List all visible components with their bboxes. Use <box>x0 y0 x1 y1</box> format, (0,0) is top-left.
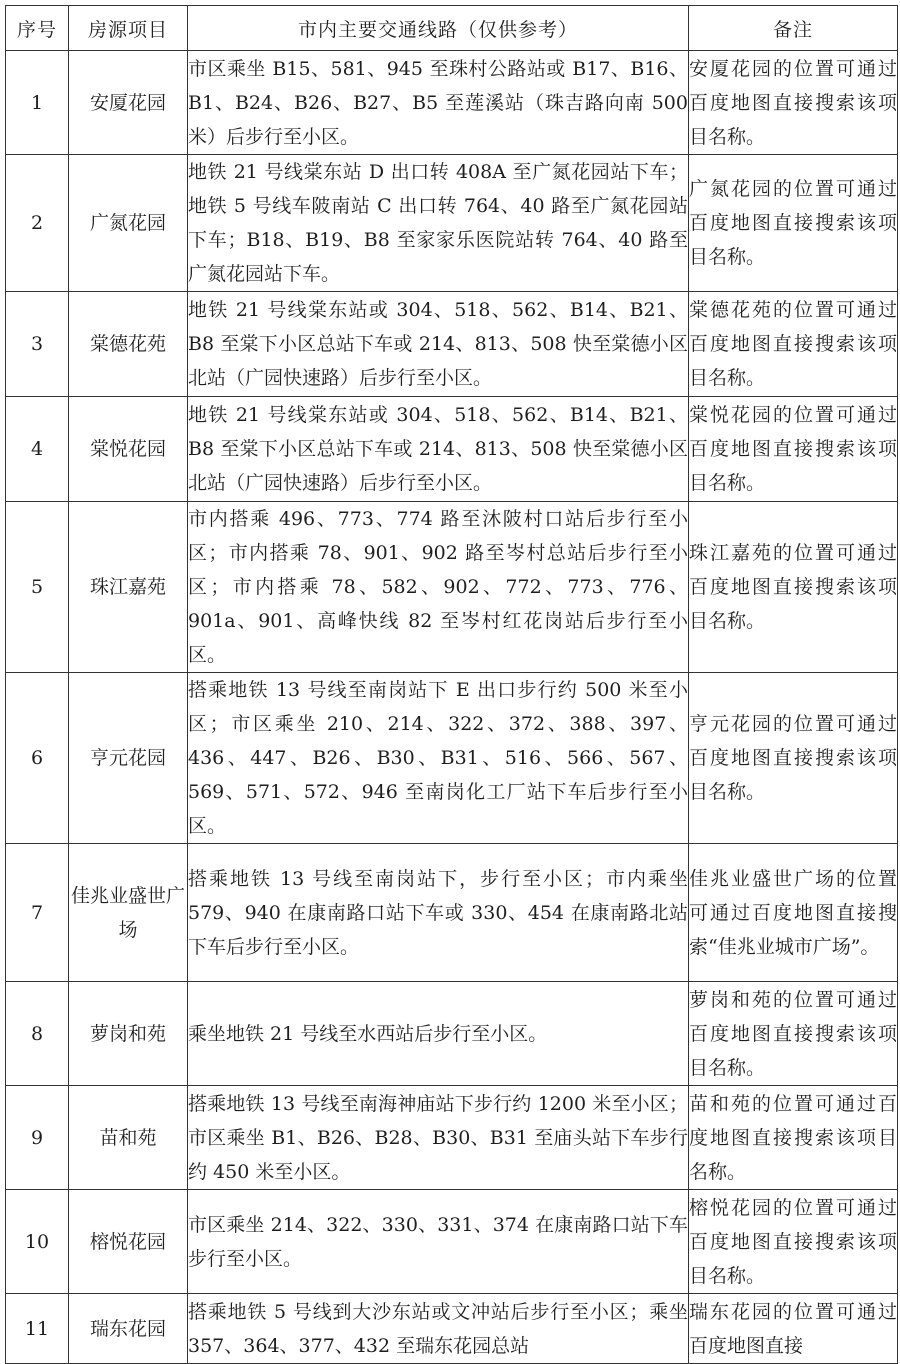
row-route: 乘坐地铁 21 号线至水西站后步行至小区。 <box>188 982 689 1086</box>
table-row <box>6 51 898 155</box>
row-number: 7 <box>6 844 69 982</box>
row-number: 5 <box>6 502 69 673</box>
row-project: 亨元花园 <box>69 673 188 844</box>
row-route: 地铁 21 号线棠东站或 304、518、562、B14、B21、B8 至棠下小区总站下车或 214、813、508 快至棠德小区北站（广园快速路）后步行至小区。 <box>188 397 689 502</box>
header-route: 市内主要交通线路（仅供参考） <box>188 6 689 51</box>
row-project: 广氮花园 <box>69 155 188 292</box>
row-project: 瑞东花园 <box>69 1294 188 1364</box>
row-project: 佳兆业盛世广场 <box>69 844 188 982</box>
row-number: 8 <box>6 982 69 1086</box>
table-row <box>6 844 898 982</box>
row-number: 9 <box>6 1086 69 1190</box>
row-note: 萝岗和苑的位置可通过百度地图直接搜索该项目名称。 <box>689 982 898 1086</box>
housing-transport-table <box>5 5 898 1364</box>
row-route: 搭乘地铁 13 号线至南海神庙站下步行约 1200 米至小区；市区乘坐 B1、B26、B28、B30、B31 至庙头站下车步行约 450 米至小区。 <box>188 1086 689 1190</box>
header-note: 备注 <box>689 6 898 51</box>
row-project: 苗和苑 <box>69 1086 188 1190</box>
row-note: 安厦花园的位置可通过百度地图直接搜索该项目名称。 <box>689 51 898 155</box>
row-route: 市区乘坐 B15、581、945 至珠村公路站或 B17、B16、B1、B24、B26、B27、B5 至莲溪站（珠吉路向南 500 米）后步行至小区。 <box>188 51 689 155</box>
row-project: 安厦花园 <box>69 51 188 155</box>
row-route: 市区乘坐 214、322、330、331、374 在康南路口站下车步行至小区。 <box>188 1190 689 1294</box>
row-number: 10 <box>6 1190 69 1294</box>
row-number: 2 <box>6 155 69 292</box>
row-number: 6 <box>6 673 69 844</box>
row-project: 萝岗和苑 <box>69 982 188 1086</box>
table-row <box>6 502 898 673</box>
row-project: 棠悦花园 <box>69 397 188 502</box>
row-project: 珠江嘉苑 <box>69 502 188 673</box>
row-note: 苗和苑的位置可通过百度地图直接搜索该项目名称。 <box>689 1086 898 1190</box>
row-project: 榕悦花园 <box>69 1190 188 1294</box>
row-note: 广氮花园的位置可通过百度地图直接搜索该项目名称。 <box>689 155 898 292</box>
header-number: 序号 <box>6 6 69 51</box>
row-project: 棠德花苑 <box>69 292 188 397</box>
table-header-row <box>6 6 898 51</box>
table-row <box>6 292 898 397</box>
row-note: 佳兆业盛世广场的位置可通过百度地图直接搜索“佳兆业城市广场”。 <box>689 844 898 982</box>
row-note: 棠德花苑的位置可通过百度地图直接搜索该项目名称。 <box>689 292 898 397</box>
row-note: 珠江嘉苑的位置可通过百度地图直接搜索该项目名称。 <box>689 502 898 673</box>
row-route: 搭乘地铁 5 号线到大沙东站或文冲站后步行至小区；乘坐 357、364、377、432 至瑞东花园总站 <box>188 1294 689 1364</box>
table-row <box>6 155 898 292</box>
table-row <box>6 1086 898 1190</box>
row-note: 瑞东花园的位置可通过百度地图直接 <box>689 1294 898 1364</box>
row-route: 地铁 21 号线棠东站或 304、518、562、B14、B21、B8 至棠下小区总站下车或 214、813、508 快至棠德小区北站（广园快速路）后步行至小区。 <box>188 292 689 397</box>
row-number: 11 <box>6 1294 69 1364</box>
row-route: 地铁 21 号线棠东站 D 出口转 408A 至广氮花园站下车；地铁 5 号线车陂南站 C 出口转 764、40 路至广氮花园站下车；B18、B19、B8 至家家乐医院站转 764、40 路至广氮花园站下车。 <box>188 155 689 292</box>
row-route: 搭乘地铁 13 号线至南岗站下 E 出口步行约 500 米至小区；市区乘坐 210、214、322、372、388、397、436、447、B26、B30、B31、516、566、567、569、571、572、946 至南岗化工厂站下车后步行至小区。 <box>188 673 689 844</box>
table-row <box>6 397 898 502</box>
row-number: 4 <box>6 397 69 502</box>
table-row <box>6 673 898 844</box>
table-row <box>6 982 898 1086</box>
table-row <box>6 1294 898 1364</box>
row-note: 棠悦花园的位置可通过百度地图直接搜索该项目名称。 <box>689 397 898 502</box>
table-row <box>6 1190 898 1294</box>
row-number: 3 <box>6 292 69 397</box>
row-note: 榕悦花园的位置可通过百度地图直接搜索该项目名称。 <box>689 1190 898 1294</box>
row-route: 市内搭乘 496、773、774 路至沐陂村口站后步行至小区；市内搭乘 78、901、902 路至岑村总站后步行至小区；市内搭乘 78、582、902、772、773、776、901a、901、高峰快线 82 至岑村红花岗站后步行至小区。 <box>188 502 689 673</box>
row-note: 亨元花园的位置可通过百度地图直接搜索该项目名称。 <box>689 673 898 844</box>
row-route: 搭乘地铁 13 号线至南岗站下，步行至小区；市内乘坐 579、940 在康南路口站下车或 330、454 在康南路北站下车后步行至小区。 <box>188 844 689 982</box>
row-number: 1 <box>6 51 69 155</box>
header-project: 房源项目 <box>69 6 188 51</box>
